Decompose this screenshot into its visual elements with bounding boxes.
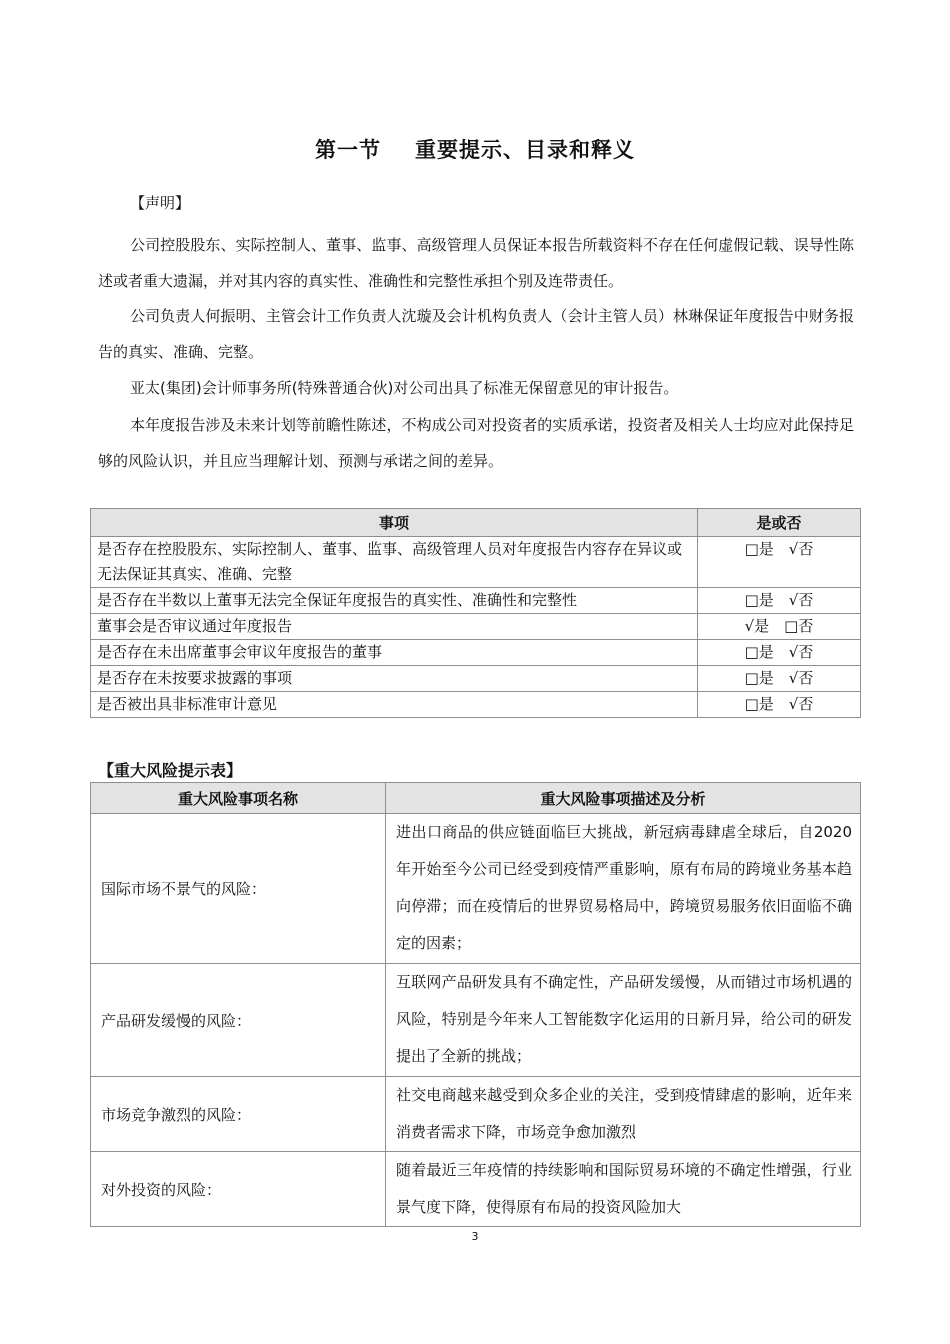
declaration-paragraph-4: 本年度报告涉及未来计划等前瞻性陈述，不构成公司对投资者的实质承诺，投资者及相关人士均应对此保持足够的风险认识，并且应当理解计划、预测与承诺之间的差异。 xyxy=(98,416,854,470)
risk-description: 随着最近三年疫情的持续影响和国际贸易环境的不确定性增强，行业景气度下降，使得原有布局的投资风险加大 xyxy=(386,1152,861,1227)
row-answer: √是 □否 xyxy=(698,614,861,640)
section-title-text: 重要提示、目录和释义 xyxy=(415,138,635,162)
risk-table-heading: 【重大风险提示表】 xyxy=(98,761,243,780)
risk-name: 对外投资的风险： xyxy=(91,1152,386,1227)
page-title xyxy=(0,134,950,164)
section-number: 第一节 xyxy=(315,138,381,162)
row-answer: □是 √否 xyxy=(698,640,861,666)
table-row xyxy=(91,614,861,640)
row-item: 是否存在未按要求披露的事项 xyxy=(91,666,698,692)
risk-name: 市场竞争激烈的风险： xyxy=(91,1077,386,1152)
risk-description: 社交电商越来越受到众多企业的关注，受到疫情肆虐的影响，近年来消费者需求下降，市场竞争愈加激烈 xyxy=(386,1077,861,1152)
row-answer: □是 √否 xyxy=(698,692,861,718)
table-row xyxy=(91,1152,861,1227)
table-row xyxy=(91,588,861,614)
row-answer: □是 √否 xyxy=(698,588,861,614)
declaration-heading: 【声明】 xyxy=(130,194,191,212)
header-item: 事项 xyxy=(91,509,698,537)
declaration-paragraph-3: 亚太(集团)会计师事务所(特殊普通合伙)对公司出具了标准无保留意见的审计报告。 xyxy=(130,379,679,397)
risk-description: 进出口商品的供应链面临巨大挑战，新冠病毒肆虐全球后，自2020年开始至今公司已经受到疫情严重影响，原有布局的跨境业务基本趋向停滞；而在疫情后的世界贸易格局中，跨境贸易服务依旧面临不确定的因素； xyxy=(386,814,861,964)
table-header-row xyxy=(91,783,861,814)
row-item: 是否存在未出席董事会审议年度报告的董事 xyxy=(91,640,698,666)
risk-description: 互联网产品研发具有不确定性，产品研发缓慢，从而错过市场机遇的风险，特别是今年来人工智能数字化运用的日新月异，给公司的研发提出了全新的挑战； xyxy=(386,964,861,1077)
row-item: 是否存在半数以上董事无法完全保证年度报告的真实性、准确性和完整性 xyxy=(91,588,698,614)
header-risk-desc: 重大风险事项描述及分析 xyxy=(386,783,861,814)
table-row xyxy=(91,1077,861,1152)
declaration-paragraph-2: 公司负责人何振明、主管会计工作负责人沈璇及会计机构负责人（会计主管人员）林琳保证年度报告中财务报告的真实、准确、完整。 xyxy=(98,307,854,361)
risk-name: 国际市场不景气的风险： xyxy=(91,814,386,964)
confirmation-table xyxy=(90,508,861,718)
row-answer: □是 √否 xyxy=(698,537,861,588)
header-yes-no: 是或否 xyxy=(698,509,861,537)
row-item: 董事会是否审议通过年度报告 xyxy=(91,614,698,640)
table-row xyxy=(91,692,861,718)
table-row xyxy=(91,537,861,588)
declaration-paragraph-1: 公司控股股东、实际控制人、董事、监事、高级管理人员保证本报告所载资料不存在任何虚假记载、误导性陈述或者重大遗漏，并对其内容的真实性、准确性和完整性承担个别及连带责任。 xyxy=(98,236,854,290)
row-item: 是否被出具非标准审计意见 xyxy=(91,692,698,718)
page-number: 3 xyxy=(471,1230,479,1243)
row-answer: □是 √否 xyxy=(698,666,861,692)
risk-name: 产品研发缓慢的风险： xyxy=(91,964,386,1077)
table-row xyxy=(91,640,861,666)
risk-table xyxy=(90,782,861,1227)
table-row xyxy=(91,814,861,964)
table-row xyxy=(91,666,861,692)
row-item: 是否存在控股股东、实际控制人、董事、监事、高级管理人员对年度报告内容存在异议或无法保证其真实、准确、完整 xyxy=(91,537,698,588)
header-risk-name: 重大风险事项名称 xyxy=(91,783,386,814)
table-header-row xyxy=(91,509,861,537)
table-row xyxy=(91,964,861,1077)
